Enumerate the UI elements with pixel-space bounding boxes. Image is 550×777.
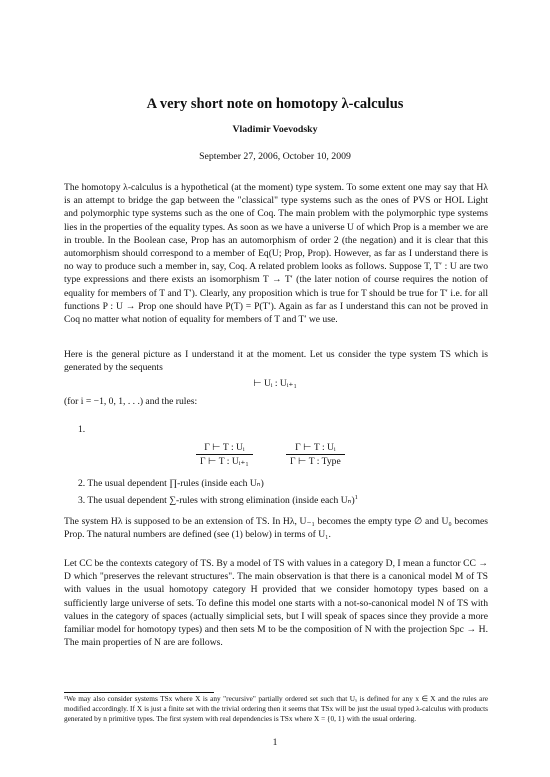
footnote-divider [64, 692, 214, 693]
list-item-text: 3. The usual dependent ∑-rules with strong elimination (inside each Uₙ) [78, 495, 355, 507]
rule-conclusion: Γ ⊢ T : Uᵢ₊₁ [200, 456, 249, 467]
paragraph-rules-intro: (for i = −1, 0, 1, . . .) and the rules: [64, 396, 198, 407]
footnote-mark: 1 [354, 494, 358, 501]
page-number: 1 [272, 737, 278, 748]
list-item [78, 494, 358, 506]
list-item: 2. The usual dependent ∏-rules (inside each Uₙ) [78, 478, 264, 489]
paper-title: A very short note on homotopy λ-calculus [146, 96, 404, 112]
footnote: ¹We may also consider systems TSx where X is any "recursive" partially ordered set such that Uₓ is defined for any x ∈ X and the rules are modified accordingly. If X is just a finite set with the trivial ordering then it seems that TSx will be just the usual typed λ-calculus with products generated by n primitive types. The first system with real dependencies is TSx where X = {0, 1} with the usual ordering. [64, 694, 488, 723]
inference-rule [196, 442, 253, 467]
author-name: Vladimir Voevodsky [232, 124, 318, 135]
rule-conclusion: Γ ⊢ T : Type [290, 456, 341, 467]
paper-date: September 27, 2006, October 10, 2009 [199, 151, 351, 162]
sequent-formula: ⊢ Uᵢ : Uᵢ₊₁ [253, 378, 297, 389]
inference-rule [286, 442, 345, 467]
list-item-number: 1. [78, 424, 86, 435]
rule-premise: Γ ⊢ T : Uᵢ [286, 442, 345, 455]
paragraph-type-system: Here is the general picture as I understand it at the moment. Let us consider the type system TS which is generated by the sequents [64, 349, 488, 374]
paragraph-extension: The system Hλ is supposed to be an extension of TS. In Hλ, U₋₁ becomes the empty type ∅ and U₀ becomes Prop. The natural numbers are defined (see (1) below) in terms of U₁. [64, 516, 488, 541]
paragraph-model: Let CC be the contexts category of TS. By a model of TS with values in a category D, I mean a functor CC → D which "preserves the relevant structures". The main observation is that there is a canonical model M of TS with values in the usual homotopy category H provided that we consider homotopy types based on a sufficiently large universe of sets. To define this model one starts with a not-so-canonical model N of TS with values in the category of spaces (actually simplicial sets, but I will speak of spaces since they provide a more familiar model for homotopy types) and then sets M to be the composition of N with the projection Spc → H. The main properties of N are are follows. [64, 558, 488, 649]
rule-premise: Γ ⊢ T : Uᵢ [196, 442, 253, 455]
paragraph-intro: The homotopy λ-calculus is a hypothetical (at the moment) type system. To some extent one may say that Hλ is an attempt to bridge the gap between the "classical" type systems such as the ones of PVS or HOL Light and polymorphic type systems such as the one of Coq. The main problem with the polymorphic type systems lies in the properties of the equality types. As soon as we have a universe U of which Prop is a member we are in trouble. In the Boolean case, Prop has an automorphism of order 2 (the negation) and it is clear that this automorphism should correspond to a member of Eq(U; Prop, Prop). However, as far as I understand there is no way to produce such a member in, say, Coq. A related problem looks as follows. Suppose T, T′ : U are two type expressions and there exists an isomorphism T → T′ (the later notion of course requires the notion of equality for members of T and T′). Clearly, any proposition which is true for T should be true for T′ i.e. for all functions P : U → Prop one should have P(T) = P(T′). Again as far as I understand this can not be proved in Coq no matter what notion of equality for members of T and T′ we use. [64, 182, 488, 326]
